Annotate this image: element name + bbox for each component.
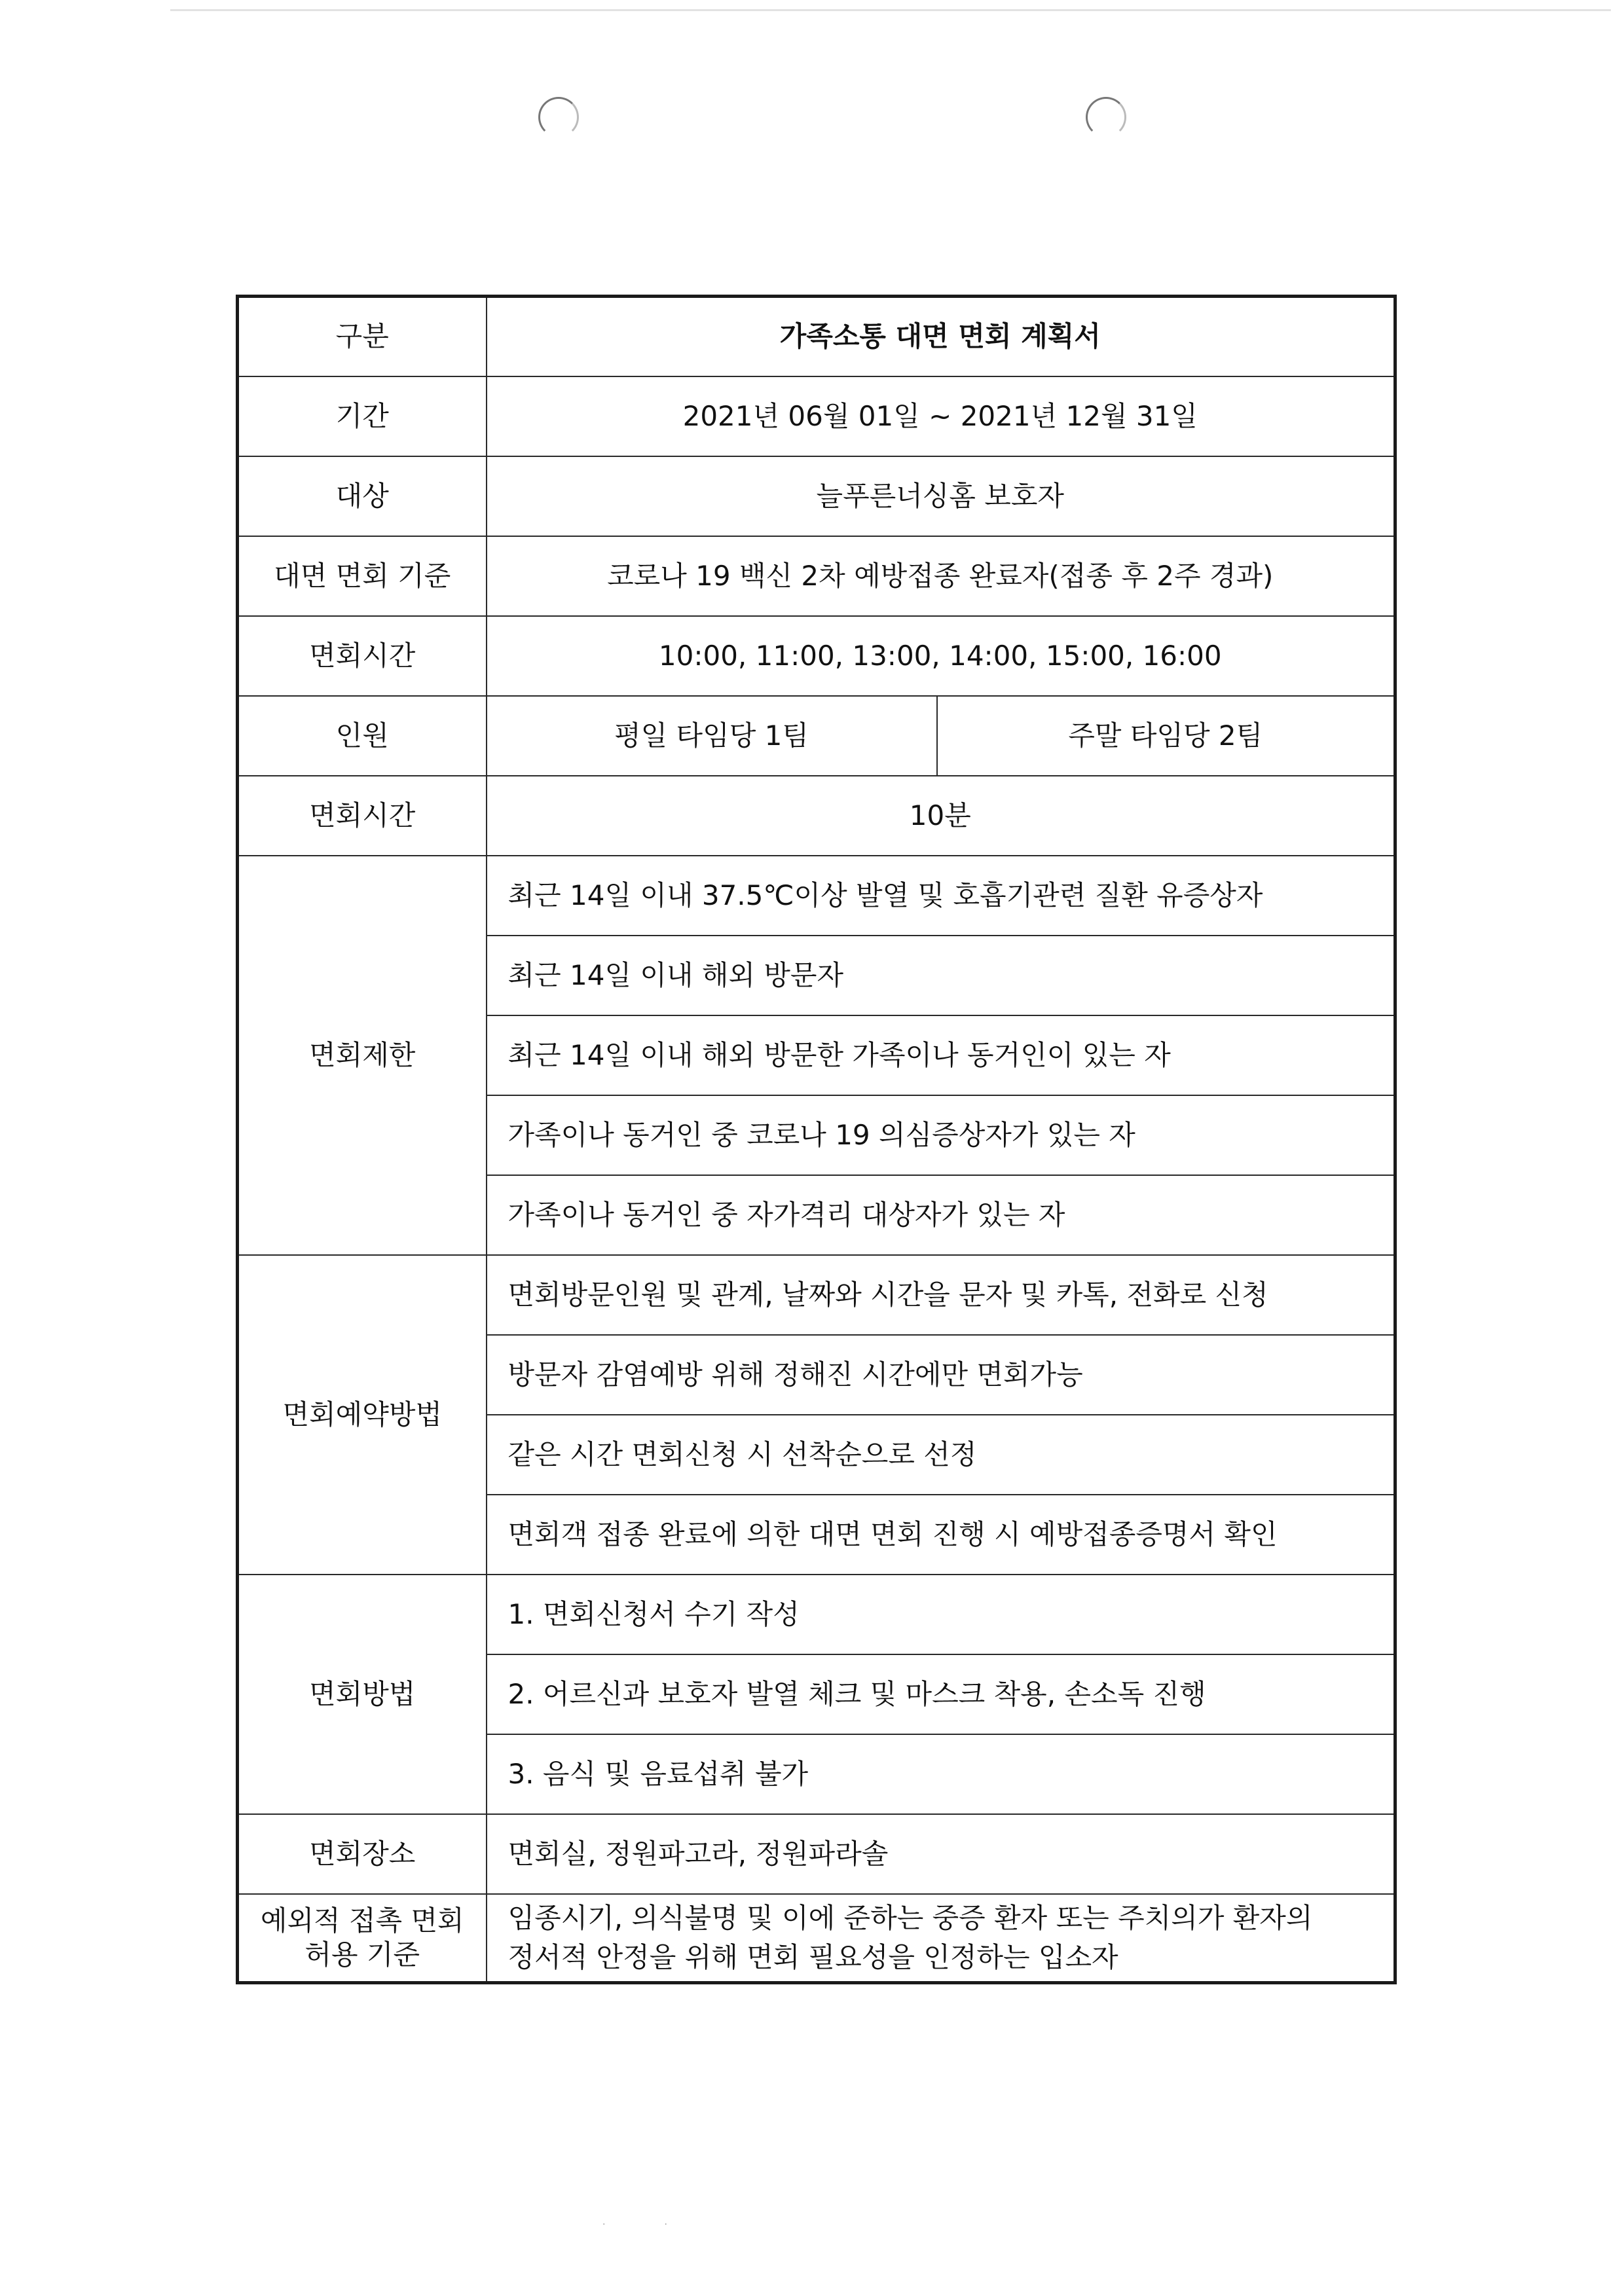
restriction-item: 최근 14일 이내 해외 방문자: [487, 936, 1395, 1015]
scan-edge-line: [170, 9, 1611, 11]
reservation-item: 방문자 감염예방 위해 정해진 시간에만 면회가능: [487, 1335, 1395, 1415]
personnel-label: 인원: [238, 696, 487, 776]
exception-label: [238, 1894, 487, 1983]
row-place: [238, 1814, 1395, 1894]
punch-hole-left: [538, 97, 579, 137]
reservation-label: 면회예약방법: [238, 1255, 487, 1575]
row-reservation: [238, 1255, 1395, 1335]
row-personnel: [238, 696, 1395, 776]
exception-value-line1: 임종시기, 의식불명 및 이에 준하는 중증 환자 또는 주치의가 환자의: [507, 1901, 1313, 1934]
row-duration: [238, 776, 1395, 856]
restrictions-label: 면회제한: [238, 856, 487, 1255]
reservation-item: 면회객 접종 완료에 의한 대면 면회 진행 시 예방접종증명서 확인: [487, 1495, 1395, 1575]
row-method: [238, 1575, 1395, 1654]
row-target: [238, 456, 1395, 536]
restriction-item: 최근 14일 이내 37.5℃이상 발열 및 호흡기관련 질환 유증상자: [487, 856, 1395, 936]
row-restriction: [238, 856, 1395, 936]
exception-value: [487, 1894, 1395, 1983]
method-label: 면회방법: [238, 1575, 487, 1814]
reservation-item: 같은 시간 면회신청 시 선착순으로 선정: [487, 1415, 1395, 1495]
exception-label-line1: 예외적 접촉 면회: [260, 1904, 464, 1937]
target-label: 대상: [238, 456, 487, 536]
period-value: 2021년 06월 01일 ~ 2021년 12월 31일: [487, 376, 1395, 456]
reservation-item: 면회방문인원 및 관계, 날짜와 시간을 문자 및 카톡, 전화로 신청: [487, 1255, 1395, 1335]
place-value: 면회실, 정원파고라, 정원파라솔: [487, 1814, 1395, 1894]
criteria-label: 대면 면회 기준: [238, 536, 487, 616]
document-title: 가족소통 대면 면회 계획서: [487, 297, 1395, 376]
method-item: 2. 어르신과 보호자 발열 체크 및 마스크 착용, 손소독 진행: [487, 1654, 1395, 1734]
duration-label: 면회시간: [238, 776, 487, 856]
criteria-value: 코로나 19 백신 2차 예방접종 완료자(접종 후 2주 경과): [487, 536, 1395, 616]
method-item: 3. 음식 및 음료섭취 불가: [487, 1734, 1395, 1814]
place-label: 면회장소: [238, 1814, 487, 1894]
method-item: 1. 면회신청서 수기 작성: [487, 1575, 1395, 1654]
restriction-item: 가족이나 동거인 중 코로나 19 의심증상자가 있는 자: [487, 1095, 1395, 1175]
exception-label-line2: 허용 기준: [304, 1938, 420, 1971]
row-criteria: [238, 536, 1395, 616]
visit-times-label: 면회시간: [238, 616, 487, 696]
duration-value: 10분: [487, 776, 1395, 856]
visit-plan-table: [236, 295, 1397, 1984]
row-period: [238, 376, 1395, 456]
personnel-weekend: 주말 타임당 2팀: [937, 696, 1395, 776]
header-label: 구분: [238, 297, 487, 376]
exception-value-line2: 정서적 안정을 위해 면회 필요성을 인정하는 입소자: [507, 1941, 1118, 1973]
period-label: 기간: [238, 376, 487, 456]
row-exception: [238, 1894, 1395, 1983]
restriction-item: 가족이나 동거인 중 자가격리 대상자가 있는 자: [487, 1175, 1395, 1255]
scan-specks: ··: [602, 2219, 726, 2230]
row-visit-times: [238, 616, 1395, 696]
row-header: [238, 297, 1395, 376]
restriction-item: 최근 14일 이내 해외 방문한 가족이나 동거인이 있는 자: [487, 1015, 1395, 1095]
visit-times-value: 10:00, 11:00, 13:00, 14:00, 15:00, 16:00: [487, 616, 1395, 696]
punch-hole-right: [1086, 97, 1126, 137]
personnel-weekday: 평일 타임당 1팀: [487, 696, 937, 776]
target-value: 늘푸른너싱홈 보호자: [487, 456, 1395, 536]
